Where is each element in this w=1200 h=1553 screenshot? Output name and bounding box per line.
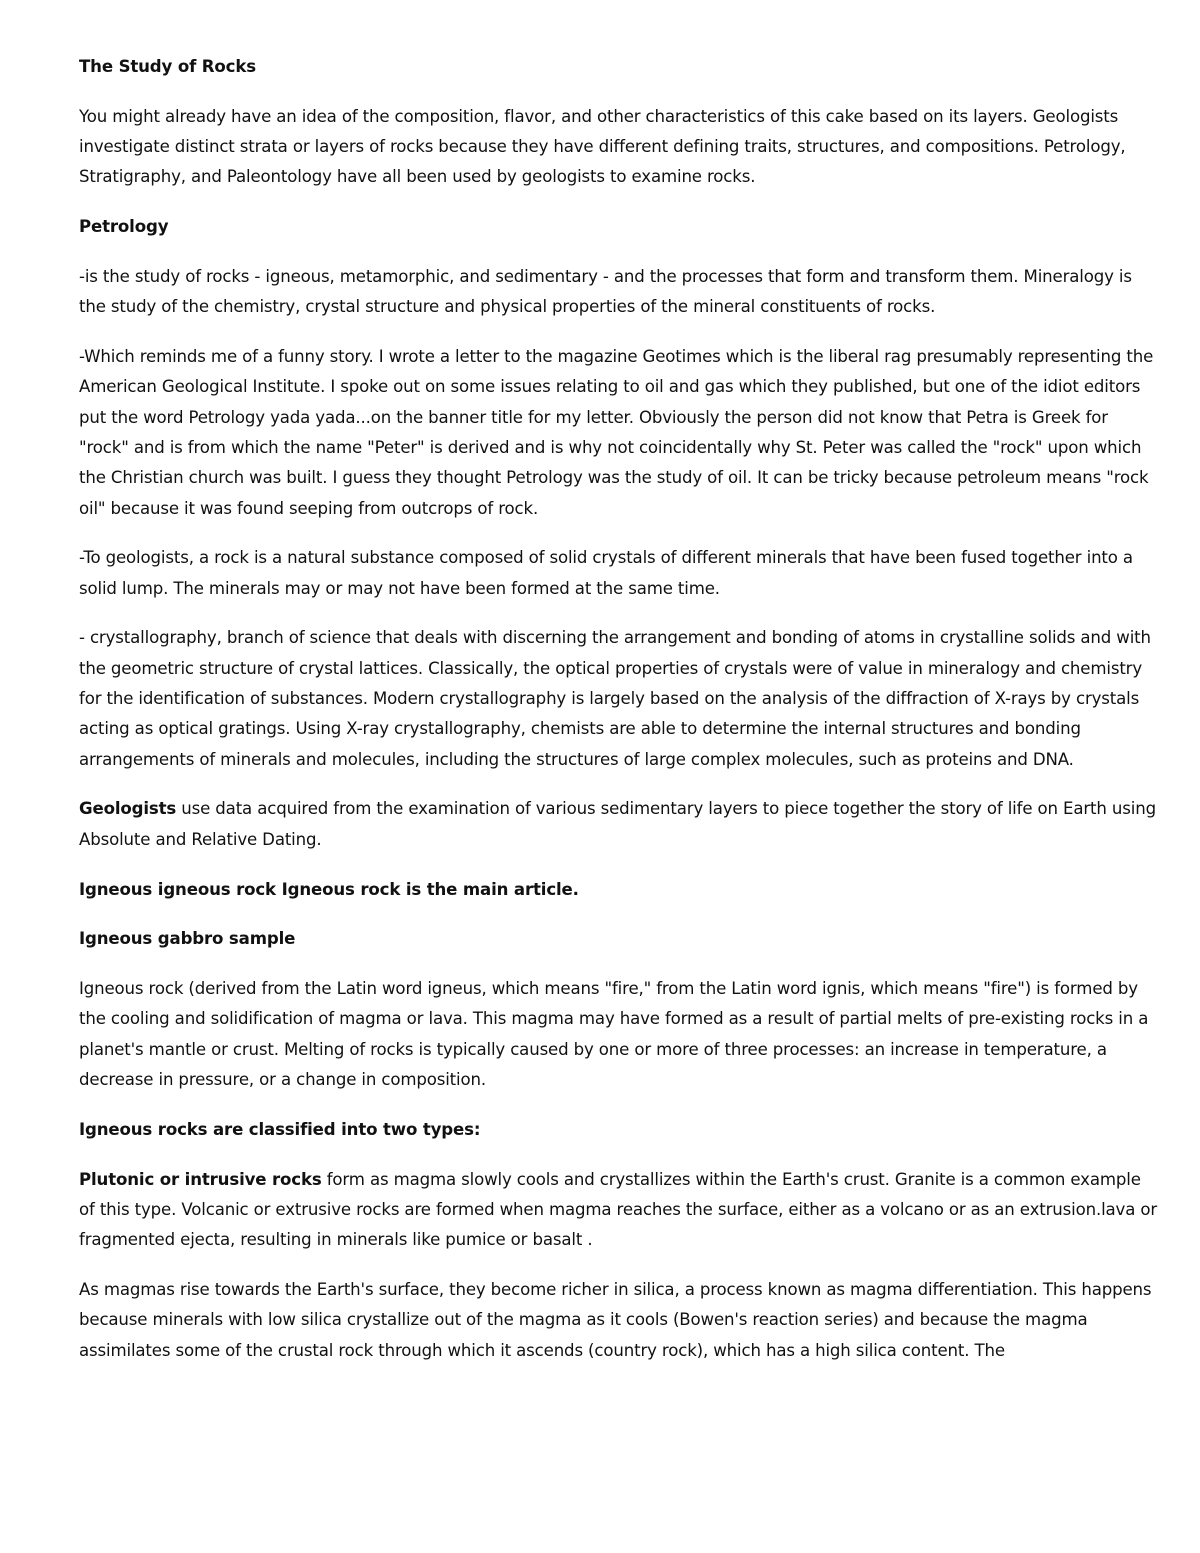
igneous-heading-gabbro: Igneous gabbro sample xyxy=(79,929,296,949)
document-title: The Study of Rocks xyxy=(79,57,256,76)
magmas-paragraph: As magmas rise towards the Earth's surface, they become richer in silica, a process known as magma differentiation. This happens because minerals with low silica crystallize out of the magma as it cools (Bowen's reaction series) and because the magma assimilates some of the crustal rock through which it ascends (country rock), which has a high silica content. The xyxy=(79,1280,1152,1360)
intro-paragraph: You might already have an idea of the composition, flavor, and other characteristics of this cake based on its layers. Geologists investigate distinct strata or layers of rocks because they have different defining traits, structures, and compositions. Petrology, Stratigraphy, and Paleontology have all been used by geologists to examine rocks. xyxy=(79,106,1126,187)
geologists-rest: use data acquired from the examination of various sedimentary layers to piece together the story of life on Earth using Absolute and Relative Dating. xyxy=(79,799,1156,849)
petrology-heading: Petrology xyxy=(79,217,169,237)
story-paragraph: -Which reminds me of a funny story. I wrote a letter to the magazine Geotimes which is the liberal rag presumably representing the American Geological Institute. I spoke out on some issues relating to oil and gas which they published, but one of the idiot editors put the word Petrology yada yada...on the banner title for my letter. Obviously the person did not know that Petra is Greek for "rock" and is from which the name "Peter" is derived and is why not coincidentally why St. Peter was called the "rock" upon which the Christian church was built. I guess they thought Petrology was the study of oil. It can be tricky because petroleum means "rock oil" because it was found seeping from outcrops of rock. xyxy=(79,347,1154,518)
igneous-heading-main-article: Igneous igneous rock Igneous rock is the main article. xyxy=(79,879,579,899)
crystallography-paragraph: - crystallography, branch of science that deals with discerning the arrangement and bonding of atoms in crystalline solids and with the geometric structure of crystal lattices. Classically, the optical properties of crystals were of value in mineralogy and chemistry for the identification of substances. Modern crystallography is largely based on the analysis of the diffraction of X-rays by crystals acting as optical gratings. Using X-ray crystallography, chemists are able to determine the internal structures and bonding arrangements of minerals and molecules, including the structures of large complex molecules, such as proteins and DNA. xyxy=(79,628,1151,769)
rock-definition-paragraph: -To geologists, a rock is a natural substance composed of solid crystals of different minerals that have been fused together into a solid lump. The minerals may or may not have been formed at the same time. xyxy=(79,548,1133,598)
plutonic-lead: Plutonic or intrusive rocks xyxy=(79,1169,322,1189)
geologists-lead: Geologists xyxy=(79,799,177,819)
plutonic-rest: form as magma slowly cools and crystallizes within the Earth's crust. Granite is a common example of this type. Volcanic or extrusive rocks are formed when magma reaches the surface, either as a volcano or as an extrusion.lava or fragmented ejecta, resulting in minerals like pumice or basalt . xyxy=(79,1169,1158,1250)
igneous-definition-paragraph: Igneous rock (derived from the Latin word igneus, which means "fire," from the Latin word ignis, which means "fire") is formed by the cooling and solidification of magma or lava. This magma may have formed as a result of partial melts of pre-existing rocks in a planet's mantle or crust. Melting of rocks is typically caused by one or more of three processes: an increase in temperature, a decrease in pressure, or a change in composition. xyxy=(79,979,1149,1090)
plutonic-paragraph xyxy=(79,1165,1160,1256)
geologists-paragraph xyxy=(79,794,1160,855)
classified-heading: Igneous rocks are classified into two types: xyxy=(79,1119,481,1139)
petrology-definition-paragraph: -is the study of rocks - igneous, metamorphic, and sedimentary - and the processes that form and transform them. Mineralogy is the study of the chemistry, crystal structure and physical properties of the mineral constituents of rocks. xyxy=(79,266,1132,317)
